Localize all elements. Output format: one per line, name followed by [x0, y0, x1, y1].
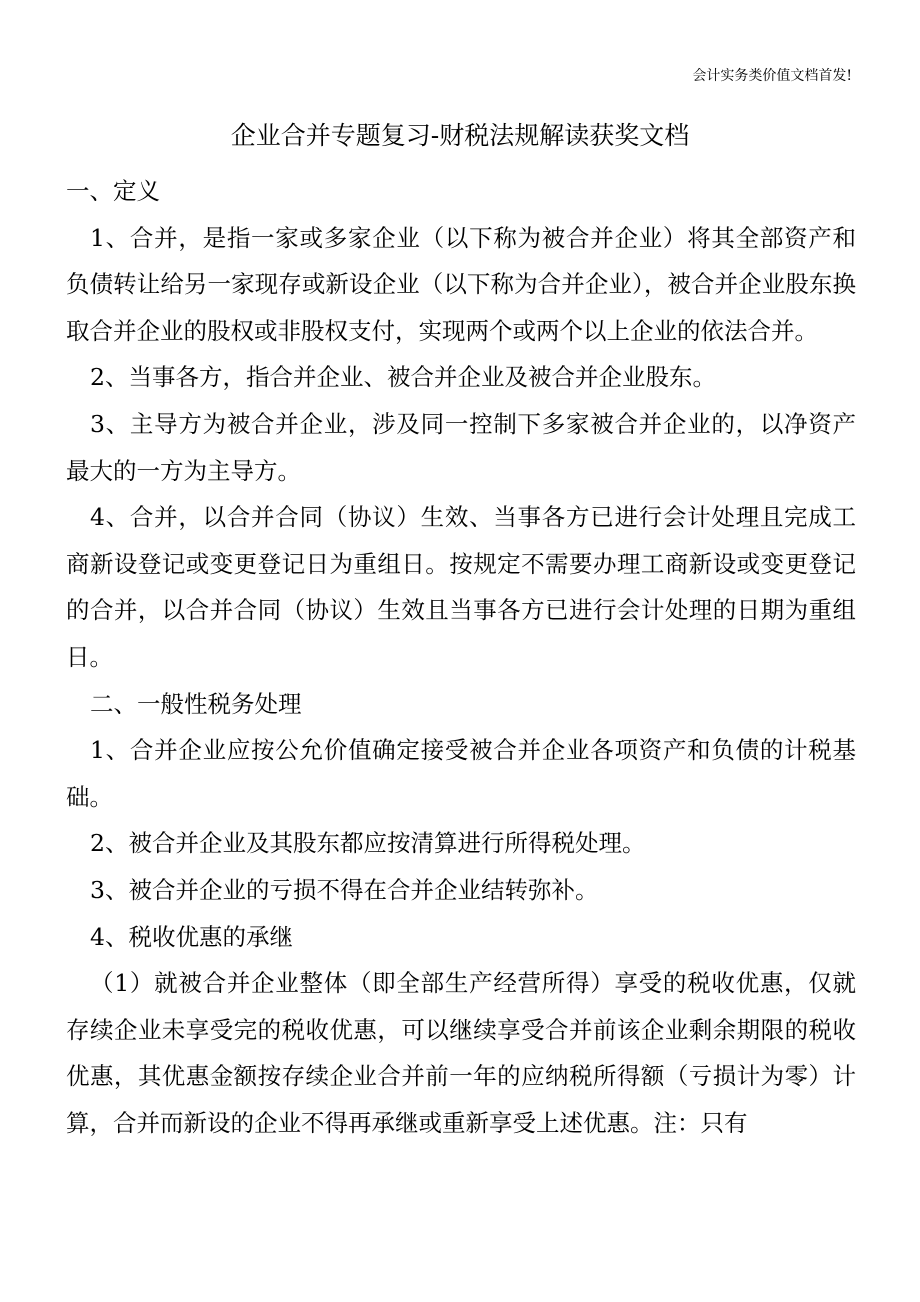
paragraph: 2、当事各方，指合并企业、被合并企业及被合并企业股东。	[90, 363, 716, 392]
header-note: 会计实务类价值文档首发!	[692, 68, 852, 84]
paragraph: 4、合并，以合并合同（协议）生效、当事各方已进行会计处理且完成工商新设登记或变更登记日为重组日。按规定不需要办理工商新设或变更登记的合并，以合并合同（协议）生效且当事各方已进行会计处理的日期为重组日。	[66, 503, 856, 671]
document-body	[66, 168, 856, 1146]
paragraph: 2、被合并企业及其股东都应按清算进行所得税处理。	[90, 829, 646, 858]
paragraph: 1、合并，是指一家或多家企业（以下称为被合并企业）将其全部资产和负债转让给另一家现存或新设企业（以下称为合并企业），被合并企业股东换取合并企业的股权或非股权支付，实现两个或两个以上企业的依法合并。	[66, 223, 856, 345]
document-title: 企业合并专题复习-财税法规解读获奖文档	[230, 121, 690, 150]
paragraph: 1、合并企业应按公允价值确定接受被合并企业各项资产和负债的计税基础。	[66, 736, 856, 811]
paragraph: 3、被合并企业的亏损不得在合并企业结转弥补。	[90, 875, 599, 904]
paragraph: （1）就被合并企业整体（即全部生产经营所得）享受的税收优惠，仅就存续企业未享受完的税收优惠，可以继续享受合并前该企业剩余期限的税收优惠，其优惠金额按存续企业合并前一年的应纳税所得额（亏损计为零）计算，合并而新设的企业不得再承继或重新享受上述优惠。注：只有	[66, 969, 856, 1137]
paragraph: 4、税收优惠的承继	[90, 922, 293, 951]
paragraph: 3、主导方为被合并企业，涉及同一控制下多家被合并企业的，以净资产最大的一方为主导方。	[66, 409, 856, 485]
section-heading-general-tax: 二、一般性税务处理	[90, 689, 302, 718]
section-heading-definition: 一、定义	[66, 177, 160, 205]
